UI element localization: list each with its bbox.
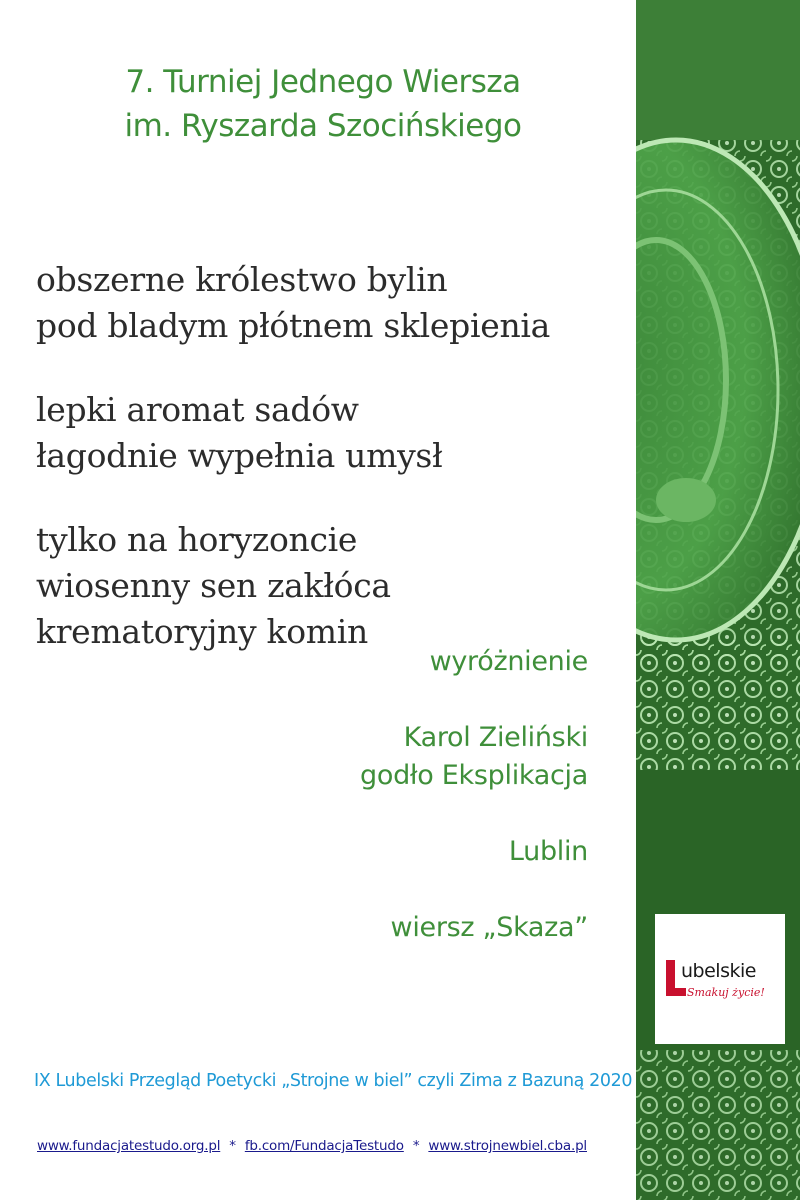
poem-line: obszerne królestwo bylin [36,260,448,299]
poem-line: łagodnie wypełnia umysł [36,436,443,475]
title-line-2: im. Ryszarda Szocińskiego [124,108,522,144]
poem-line: tylko na horyzoncie [36,520,358,559]
link-strojne-w-biel[interactable]: www.strojnewbiel.cba.pl [428,1138,587,1154]
poster-title [0,60,646,148]
poem-text [36,257,616,693]
footer-links [37,1138,637,1154]
author-name: Karol Zieliński [403,722,588,753]
lubelskie-logo [655,914,785,1044]
logo-tagline: Smakuj życie! [687,986,765,999]
title-line-1: 7. Turniej Jednego Wiersza [125,64,521,100]
poem-line: lepki aromat sadów [36,390,359,429]
poem-line: wiosenny sen zakłóca [36,566,391,605]
poem-stanza [36,387,616,479]
link-fundacja-testudo[interactable]: www.fundacjatestudo.org.pl [37,1138,221,1154]
logo-wordmark: ubelskie [681,960,756,982]
award-label: wyróżnienie [429,646,588,677]
poem-stanza [36,257,616,349]
poem-line: pod bladym płótnem sklepienia [36,306,551,345]
author-motto: godło Eksplikacja [360,760,588,791]
poem-title: wiersz „Skaza” [390,912,588,943]
poem-line: krematoryjny komin [36,612,368,651]
link-facebook[interactable]: fb.com/FundacjaTestudo [244,1138,404,1154]
link-separator: * [412,1138,420,1154]
author-city: Lublin [508,836,588,867]
poem-stanza [36,517,616,655]
festival-name: IX Lubelski Przegląd Poetycki „Strojne w biel” czyli Zima z Bazuną 2020 [34,1071,633,1091]
credits-block [360,643,588,947]
link-separator: * [229,1138,236,1154]
